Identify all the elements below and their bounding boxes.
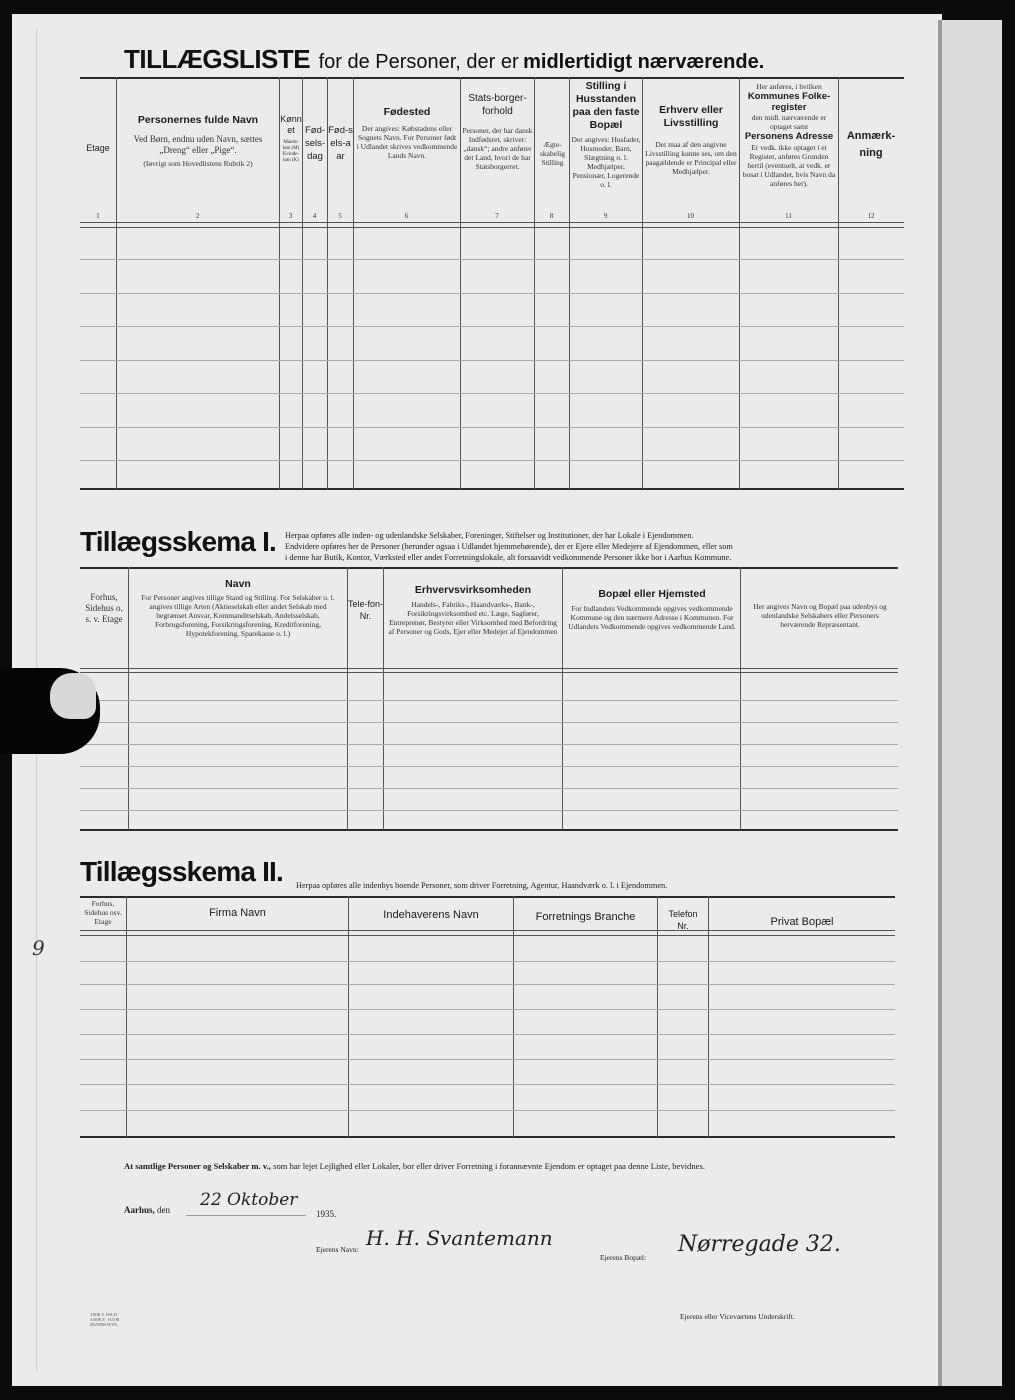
skema2-row[interactable] [80,961,895,962]
skema1-title: Tillægsskema I. [80,526,277,557]
skema1-row[interactable] [80,766,898,767]
skema1-header-rule [80,668,898,669]
skema2-row[interactable] [80,1084,895,1085]
t1-col-navn-note2: (Iøvrigt som Hovedlistens Rubrik 2) [143,159,253,168]
table1-top-rule [80,77,904,79]
form-title: TILLÆGSLISTE for de Personer, der er midlertidigt nærværende. [124,44,765,74]
table1-row[interactable] [80,360,904,361]
col-number: 4 [312,212,317,220]
skema1-row[interactable] [80,810,898,811]
skema2-row[interactable] [80,984,895,985]
owner-name-label: Ejerens Navn: [316,1245,359,1254]
t1-col-navn-note: Ved Børn, endnu uden Navn, sættes „Dreng“ eller „Pige“. [133,134,263,155]
s1-col-etage: Forhus, Sidehus o. s. v. Etage [85,592,123,624]
col-number: 9 [603,212,608,220]
t1-col-folkeregister-head: Kommunes Folke-register [747,91,831,113]
table1-row[interactable] [80,460,904,461]
t1-col-stilling-head: Stilling i Husstanden paa den faste Bopæl [572,80,640,131]
t1-col-foedselsdag: Fød-sels-dag [304,125,326,162]
table1-bottom-rule [80,488,904,490]
t1-col-koen-head: Kønnet [280,114,302,135]
t1-col-folkeregister-head2: Personens Adresse [744,131,834,142]
skema1-desc-line: Herpaa opføres alle inden- og udenlandske Selskaber, Foreninger, Stiftelser og Institutioner, der har Lokale i Ejendommen. [285,531,694,540]
s1-col-repraesentant: Her angives Navn og Bopæl paa udenbys og udenlandske Selskabers eller Personers herværende Repræsentant. [753,602,887,629]
col-divider [740,567,741,830]
year-label: 1935. [316,1209,337,1219]
col-number: 8 [549,212,554,220]
owner-name-handwritten: H. H. Svantemann [366,1226,553,1250]
t1-col-anmaerkning: Anmærk-ning [846,130,896,159]
margin-mark: 9 [32,936,45,960]
skema1-bottom-rule [80,829,898,831]
signature-label: Ejerens eller Viceværtens Underskrift. [680,1312,795,1321]
date-handwritten: 22 Oktober [200,1190,298,1210]
skema1-top-rule [80,567,898,569]
t1-col-navn [120,114,276,168]
col-number: 1 [96,212,100,220]
skema1-header-rule2 [80,672,898,673]
table1-row[interactable] [80,393,904,394]
table1-number-rule [80,222,904,223]
skema1-row[interactable] [80,722,898,723]
t1-col-folkeregister-pre: Her anføres, i hvilken [756,82,822,91]
s2-col-firma: Firma Navn [209,907,266,919]
table1-row[interactable] [80,259,904,260]
col-number: 5 [338,212,342,220]
col-divider [383,567,384,830]
t1-col-folkeregister-note: Er vedk. ikke optaget i et Register, anføres Grunden hertil (eventuelt, at vedk. er bosat i Udlandet, hvis Navn da anføres her). [742,143,836,188]
col-divider [513,896,514,1137]
skema1-row[interactable] [80,744,898,745]
skema2-header-rule [80,930,895,931]
col-divider [657,896,658,1137]
s1-col-bopael-head: Bopæl eller Hjemsted [598,588,706,600]
s1-col-erhverv [388,584,558,636]
skema1-description [285,530,897,563]
col-divider [708,896,709,1137]
t1-col-folkeregister [741,82,837,188]
owner-address-label: Ejerens Bopæl: [600,1253,647,1262]
table1-row[interactable] [80,427,904,428]
t1-col-foedested [356,106,458,160]
s2-col-etage: Forhus, Sidehus osv. Etage [84,899,122,926]
t1-col-erhverv [644,104,738,176]
place-label: Aarhus, [124,1205,155,1215]
col-number: 3 [288,212,293,220]
certification-text [124,1161,705,1171]
col-number: 7 [495,212,499,220]
col-number: 12 [867,212,875,220]
skema2-row[interactable] [80,1110,895,1111]
t1-col-aegteskab: Ægte-skabelig Stilling [540,140,565,167]
s2-col-telefon: Telefon Nr. [668,909,698,931]
skema2-title: Tillægsskema II. [80,856,284,887]
certification-rest: som har lejet Lejlighed eller Lokaler, bor eller driver Forretning i forannævnte Ejendom er optaget paa denne Liste, bevidnes. [273,1161,705,1171]
col-divider [126,896,127,1137]
skema2-bottom-rule [80,1136,895,1138]
t1-col-stilling [571,80,641,189]
t1-col-statsborger-note: Personer, der har dansk Indfødsret, skriver: „dansk“; andre anfører det Land, hvori de har Statsborgerret. [462,126,533,171]
col-number: 2 [195,212,200,220]
table1-row[interactable] [80,326,904,327]
col-number: 6 [404,212,409,220]
thumb-nail [50,673,96,719]
skema2-row[interactable] [80,1009,895,1010]
col-number: 10 [687,212,694,220]
certification-bold: At samtlige Personer og Selskaber m. v., [124,1161,271,1171]
next-page-edge [942,20,1002,1386]
skema1-row[interactable] [80,788,898,789]
t1-col-erhverv-head: Erhverv eller Livsstilling [659,104,723,129]
t1-col-foedselsaar: Fød-sels-aar [328,125,353,162]
date-line [124,1205,170,1215]
skema1-row[interactable] [80,700,898,701]
s1-col-bopael [566,588,738,631]
t1-col-koen [280,114,302,164]
table1-header-rule [80,227,904,228]
skema1-desc-line: i denne har Butik, Kontor, Værksted eller andet Forretningslokale, alt forsaavidt vedkommende Personer ikke bor i Aarhus Kommune. [285,553,732,562]
t1-col-statsborger-head: Stats-borger-forhold [468,93,527,117]
t1-col-erhverv-note: Det maa af den angivne Livsstilling kunne ses, om den paagældende er Principal eller Medhjælper. [645,140,737,176]
printer-imprint: ANDR. E. HOLST AARHUS · JACOB ZEUNERS EFTFL. [90,1313,120,1327]
t1-col-etage: Etage [86,143,110,153]
table1-row[interactable] [80,293,904,294]
t1-col-stilling-note: Der angives: Husfader, Husmoder, Barn, Slægtning o. l. Medhjælper, Pensionær, Logerende o. l. [571,135,641,189]
skema1-desc-line: Endvidere opføres her de Personer (herunder ogsaa i Udlandet hjemmehørende), der er Ejere eller Medejere af Ejendommen, eller som [285,542,733,551]
skema2-row[interactable] [80,1034,895,1035]
t1-col-koen-note: Mands-køn (M) Kvinde-køn (K) [282,140,300,163]
s1-col-navn [134,578,342,638]
s2-col-bopael: Privat Bopæl [770,916,834,928]
den-label: den [157,1205,171,1215]
col-divider [562,567,563,830]
s1-col-erhverv-note: Handels-, Fabriks-, Haandværks-, Bank-, Forsikringsvirksomhed etc. Læge, Sagfører, Entreprenør, Bestyrer eller Virksomhed med Befordring af Personer og Gods, Ejer eller Medejer af Ejendommen [388,600,558,636]
s2-col-indehaver: Indehaverens Navn [383,909,479,921]
t1-col-foedested-note: Der angives: Købstadens eller Sognets Navn. For Personer født i Udlandet skrives vedkommende Lands Navn. [356,124,458,160]
t1-col-folkeregister-mid: den midl. nærværende er optaget samt [751,113,827,131]
date-underline [186,1215,306,1216]
t1-col-navn-head: Personernes fulde Navn [137,114,259,126]
skema2-header-rule2 [80,935,895,936]
owner-address-handwritten: Nørregade 32. [678,1232,841,1257]
col-divider [348,896,349,1137]
s1-col-navn-note: For Personer angives tillige Stand og Stilling. For Selskaber o. l. angives tillige Arten (Aktieselskab eller andet Selskab med begrænset Ansvar, Kommanditselskab, Andelsselskab, Forbrugsforening, Forsikringsforening, Kreditforening, Hypotekforening, Sparekasse o. l.) [141,593,335,638]
t1-col-foedested-head: Fødested [383,106,431,118]
col-number: 11 [785,212,792,220]
s1-col-telefon: Tele-fon-Nr. [348,599,384,621]
s1-col-erhverv-head: Erhvervsvirksomheden [414,584,532,596]
skema2-top-rule [80,896,895,898]
s2-col-branche: Forretnings Branche [535,911,636,923]
skema2-row[interactable] [80,1059,895,1060]
t1-col-statsborger [462,92,533,171]
skema2-description: Herpaa opføres alle indenbys boende Personer, som driver Forretning, Agentur, Haandværk o. l. i Ejendommen. [296,881,668,890]
s1-col-navn-head: Navn [225,578,251,590]
col-divider [128,567,129,830]
s1-col-bopael-note: For Indlandets Vedkommende opgives vedkommende Kommune og den nærmere Adresse i Kommunen. For Udlandets Vedkommende opgives vedkommende Land. [568,604,736,631]
